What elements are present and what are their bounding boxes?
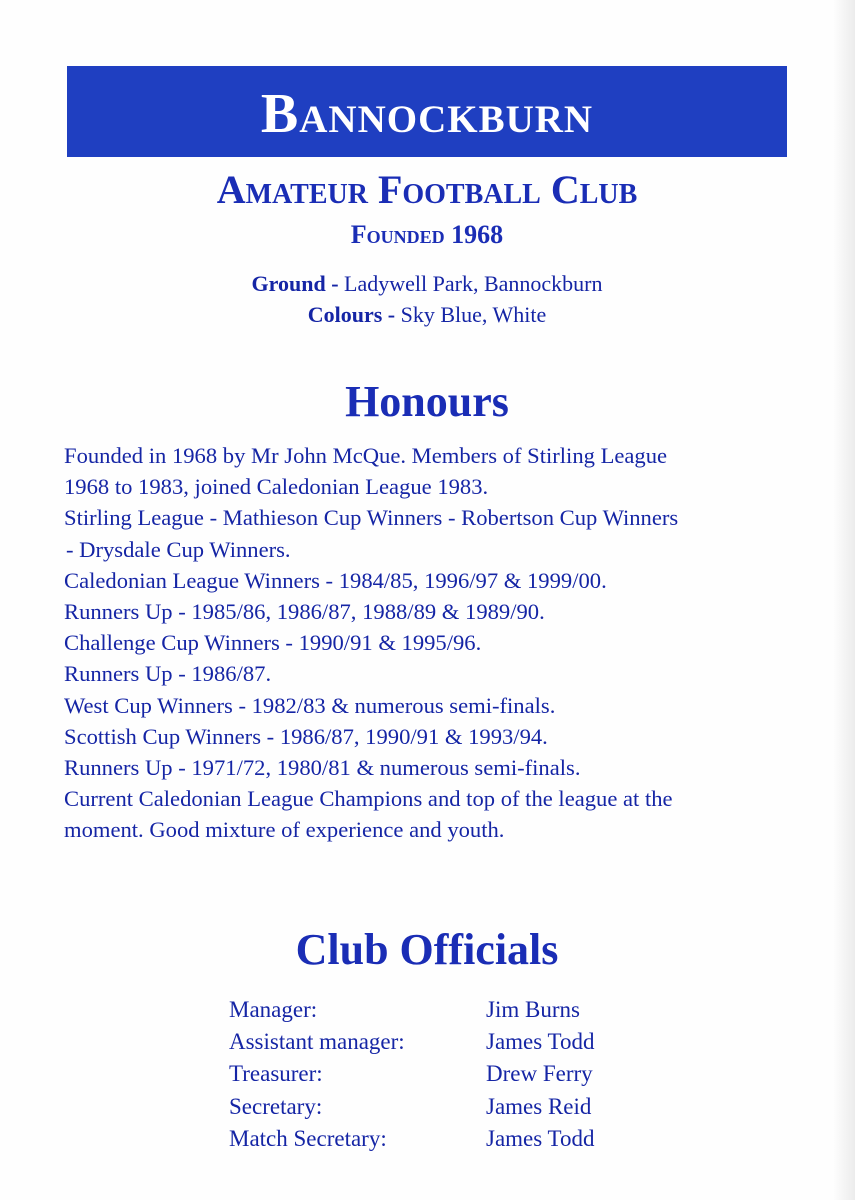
official-role: Treasurer: [229,1061,323,1087]
honours-line: Scottish Cup Winners - 1986/87, 1990/91 & 1993/94. [64,723,548,749]
club-name-title: Bannockburn [260,82,594,145]
official-row [229,1091,689,1123]
official-name: Drew Ferry [486,1061,593,1087]
honours-heading: Honours [345,377,509,426]
honours-line: Caledonian League Winners - 1984/85, 1996/97 & 1999/00. [64,567,607,593]
official-row [229,1123,689,1155]
colours-info [67,302,787,328]
official-row [229,1058,689,1090]
officials-list [229,994,689,1155]
club-subtitle: Amateur Football Club [216,167,638,212]
honours-line: moment. Good mixture of experience and youth. [64,817,505,843]
officials-heading: Club Officials [295,925,559,974]
honours-line: Stirling League - Mathieson Cup Winners - Robertson Cup Winners [64,505,679,531]
official-role: Manager: [229,997,318,1022]
official-role: Assistant manager: [229,1029,405,1055]
honours-line: Challenge Cup Winners - 1990/91 & 1995/96. [64,630,482,656]
honours-line: 1968 to 1983, joined Caledonian League 1983. [64,474,489,500]
honours-line: Runners Up - 1986/87. [64,661,272,687]
honours-line: Founded in 1968 by Mr John McQue. Members of Stirling League [64,443,668,468]
ground-info [67,271,787,297]
honours-line: Runners Up - 1985/86, 1986/87, 1988/89 & 1989/90. [64,599,545,625]
official-name: Jim Burns [486,997,580,1022]
honours-line: Current Caledonian League Champions and top of the league at the [64,786,673,812]
page-edge-shadow [833,0,855,1200]
honours-line: Runners Up - 1971/72, 1980/81 & numerous semi-finals. [64,755,581,781]
colours-label: Colours - [307,302,396,327]
title-banner [67,66,787,157]
official-role: Secretary: [229,1093,323,1119]
founded-year: Founded 1968 [350,220,504,249]
honours-line: West Cup Winners - 1982/83 & numerous semi-finals. [64,692,556,718]
ground-label: Ground - [251,271,339,296]
ground-value: Ladywell Park, Bannockburn [344,271,603,296]
official-name: James Reid [486,1093,592,1119]
honours-line: - Drysdale Cup Winners. [66,536,291,562]
colours-value: Sky Blue, White [400,302,547,327]
honours-text [64,440,804,846]
official-name: James Todd [486,1125,595,1151]
official-row [229,994,689,1026]
official-name: James Todd [486,1029,595,1055]
official-row [229,1026,689,1058]
official-role: Match Secretary: [229,1125,387,1151]
